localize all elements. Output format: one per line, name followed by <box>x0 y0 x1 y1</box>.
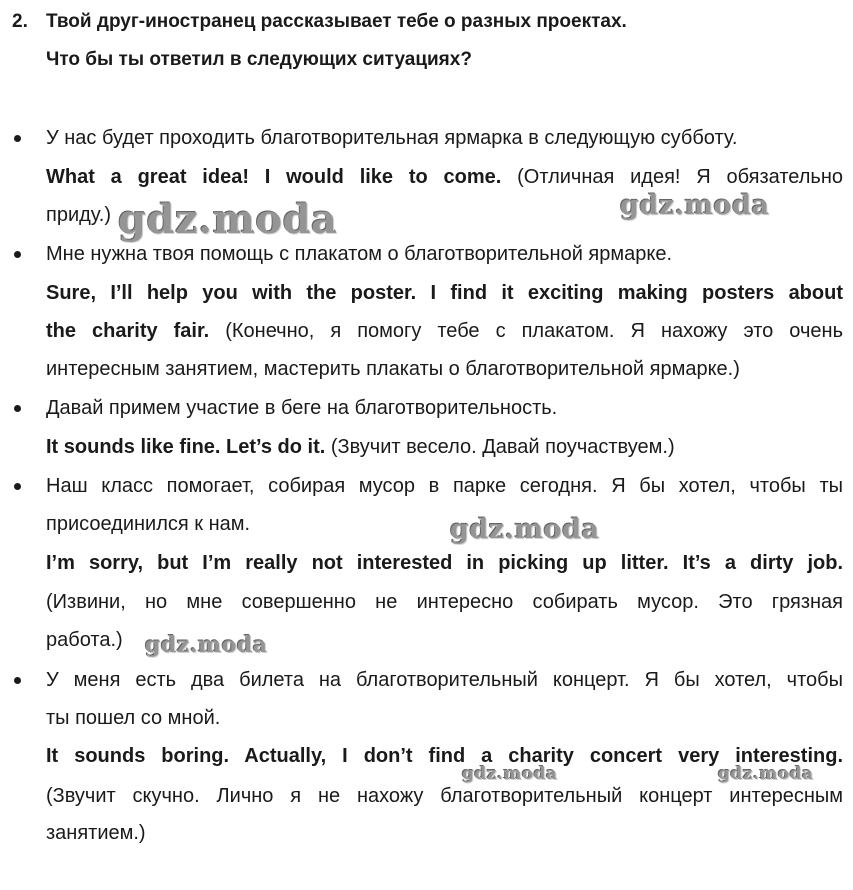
russian-text: У нас будет проходить благотворительная ярмарка в следующую субботу. <box>46 127 738 149</box>
text-line <box>46 396 843 420</box>
bullet-icon <box>14 135 21 142</box>
russian-text: Мне нужна твоя помощь с плакатом о благотворительной ярмарке. <box>46 243 673 265</box>
watermark: gdz.moda <box>718 764 814 784</box>
text-line <box>46 165 843 189</box>
text-line <box>46 551 843 575</box>
watermark: gdz.moda <box>450 514 600 545</box>
text-line <box>46 821 843 845</box>
text-line <box>46 512 843 536</box>
russian-text: приду.) <box>46 204 112 226</box>
text-line <box>46 242 843 266</box>
task-title-line-1: Твой друг-иностранец рассказывает тебе о разных проектах. <box>46 11 627 32</box>
task-title-line-2: Что бы ты ответил в следующих ситуациях? <box>46 49 472 70</box>
text-line <box>46 319 843 343</box>
task-number: 2. <box>12 11 28 32</box>
russian-text: присоединился к нам. <box>46 513 251 535</box>
bullet-icon <box>14 483 21 490</box>
bullet-icon <box>14 251 21 258</box>
russian-text: (Конечно, я помогу тебе с плакатом. Я нахожу это очень <box>209 320 843 342</box>
watermark: gdz.moda <box>620 190 770 221</box>
russian-text: (Извини, но мне совершенно не интересно собирать мусор. Это грязная <box>46 591 843 613</box>
russian-text: ты пошел со мной. <box>46 707 221 729</box>
russian-text: Давай примем участие в беге на благотворительность. <box>46 397 558 419</box>
watermark: gdz.moda <box>462 764 558 784</box>
russian-text: (Отличная идея! Я обязательно <box>501 166 843 188</box>
text-line <box>46 435 843 459</box>
text-line <box>46 474 843 498</box>
english-answer: It sounds like fine. Let’s do it. <box>46 436 326 458</box>
russian-text: (Звучит весело. Давай поучаствуем.) <box>325 436 675 458</box>
bullet-icon <box>14 677 21 684</box>
text-line <box>46 590 843 614</box>
watermark: gdz.moda <box>145 632 268 658</box>
english-answer: What a great idea! I would like to come. <box>46 166 502 188</box>
english-answer: It sounds boring. Actually, I don’t find a charity concert very interesting. <box>46 745 843 767</box>
text-line <box>46 126 843 150</box>
english-answer: the charity fair. <box>46 320 210 342</box>
english-answer: Sure, I’ll help you with the poster. I find it exciting making posters about <box>46 282 843 304</box>
russian-text: Наш класс помогает, собирая мусор в парке сегодня. Я бы хотел, чтобы ты <box>46 475 843 497</box>
text-line <box>46 281 843 305</box>
english-answer: I’m sorry, but I’m really not interested in picking up litter. It’s a dirty job. <box>46 552 843 574</box>
bullet-icon <box>14 405 21 412</box>
watermark: gdz.moda <box>118 196 338 243</box>
text-line <box>46 706 843 730</box>
text-line <box>46 357 843 381</box>
russian-text: У меня есть два билета на благотворительный концерт. Я бы хотел, чтобы <box>46 669 843 691</box>
text-line <box>46 784 843 808</box>
russian-text: занятием.) <box>46 822 146 844</box>
russian-text: (Звучит скучно. Лично я не нахожу благотворительный концерт интересным <box>46 785 843 807</box>
russian-text: интересным занятием, мастерить плакаты о благотворительной ярмарке.) <box>46 358 740 380</box>
russian-text: работа.) <box>46 629 123 651</box>
text-line <box>46 668 843 692</box>
